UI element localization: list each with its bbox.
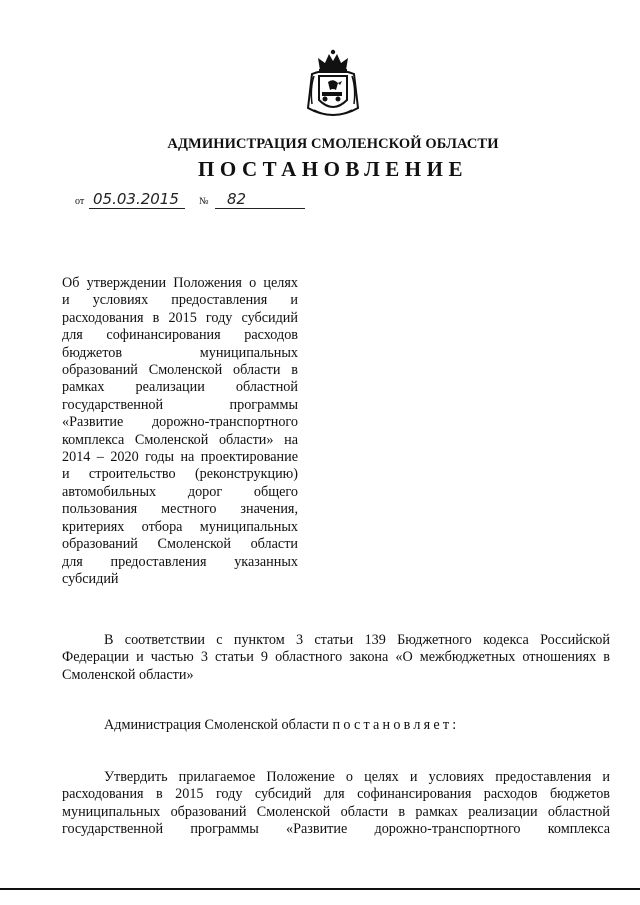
subject-line: критериях отбора муниципальных [62,518,298,535]
subject-line: для софинансирования расходов [62,327,298,344]
preamble-paragraph [62,632,610,684]
number-label: № [199,196,209,207]
subject-line: и условиях предоставления и [62,292,298,309]
preamble-line: Федерации и частью 3 статьи 9 областного закона «О межбюджетных отношениях в [62,649,610,666]
date-label: от [75,196,85,207]
decree-prefix: Администрация Смоленской области [104,717,329,733]
subject-line: образований Смоленской области в [62,362,298,379]
resolution-line: Утвердить прилагаемое Положение о целях и условиях предоставления и [104,769,610,785]
handwritten-number: 82 [227,190,247,208]
subject-line: «Развитие дорожно-транспортного [62,414,298,431]
subject-line: и строительство (реконструкцию) [62,466,298,483]
preamble-line: В соответствии с пунктом 3 статьи 139 Бюджетного кодекса Российской [104,632,610,648]
organization-name: АДМИНИСТРАЦИЯ СМОЛЕНСКОЙ ОБЛАСТИ [167,136,499,152]
subject-line: для предоставления указанных [62,553,298,570]
resolution-paragraph [62,769,610,839]
handwritten-date: 05.03.2015 [93,190,179,208]
decree-line [62,717,610,734]
subject-line: рамках реализации областной [62,379,298,396]
preamble-line: Смоленской области» [62,666,194,683]
coat-of-arms-emblem [302,48,364,126]
subject-line: комплекса Смоленской области» на [62,431,298,448]
subject-line: субсидий [62,570,119,587]
subject-line: бюджетов муниципальных [62,344,298,361]
resolution-line: муниципальных образований Смоленской области в рамках реализации областной [62,803,610,820]
resolution-line: государственной программы «Развитие дорожно-транспортного комплекса [62,821,610,838]
subject-line: 2014 – 2020 годы на проектирование [62,449,298,466]
resolution-line: расходования в 2015 году субсидий для софинансирования расходов бюджетов [62,786,610,803]
subject-line: Об утверждении Положения о целях [62,275,298,291]
document-subject [62,275,298,588]
decree-paragraph [62,717,610,734]
subject-line: образований Смоленской области [62,536,298,553]
subject-line: расходования в 2015 году субсидий [62,309,298,326]
subject-line: автомобильных дорог общего [62,483,298,500]
page-bottom-rule [0,888,640,890]
decree-verb: постановляет: [332,717,460,733]
subject-line: пользования местного значения, [62,501,298,518]
document-type-title: ПОСТАНОВЛЕНИЕ [198,157,468,181]
subject-line: государственной программы [62,396,298,413]
